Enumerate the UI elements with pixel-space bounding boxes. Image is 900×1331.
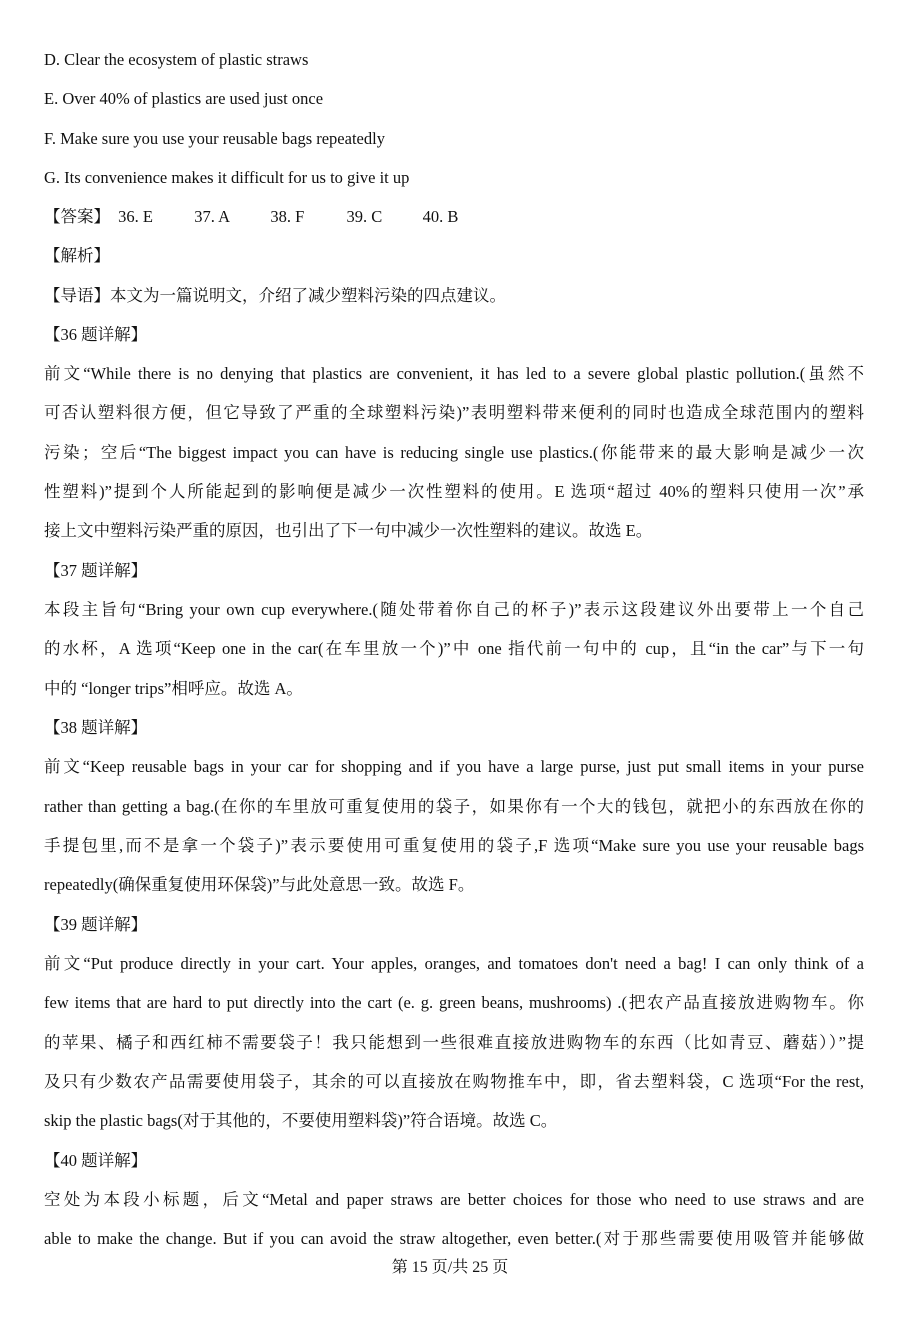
answer-39: 39. C [346, 207, 383, 226]
guide-text: 【导语】本文为一篇说明文，介绍了减少塑料污染的四点建议。 [44, 286, 506, 305]
section-36-line: 性塑料)”提到个人所能起到的影响便是减少一次性塑料的使用。E 选项“超过 40%的塑料只使用一次”承 [44, 482, 864, 501]
section-39-line: skip the plastic bags(对于其他的，不要使用塑料袋)”符合语境。故选 C。 [44, 1111, 558, 1130]
page-footer: 第 15 页/共 25 页 [391, 1259, 509, 1276]
section-heading-36: 【36 题详解】 [44, 325, 148, 344]
answer-38: 38. F [270, 207, 305, 226]
option-g: G. Its convenience makes it difficult for us to give it up [44, 168, 410, 187]
answer-40: 40. B [422, 207, 459, 226]
section-37-line: 中的 “longer trips”相呼应。故选 A。 [44, 679, 303, 698]
section-heading-39: 【39 题详解】 [44, 915, 148, 934]
section-36-line: 接上文中塑料污染严重的原因，也引出了下一句中减少一次性塑料的建议。故选 E。 [44, 521, 653, 540]
option-d: D. Clear the ecosystem of plastic straws [44, 50, 309, 69]
section-40-line: 空处为本段小标题，后文“Metal and paper straws are better choices for those who need to use straws and are [44, 1190, 864, 1209]
section-38-line: rather than getting a bag.(在你的车里放可重复使用的袋子，如果你有一个大的钱包，就把小的东西放在你的 [44, 797, 864, 816]
section-heading-40: 【40 题详解】 [44, 1151, 148, 1170]
analysis-label: 【解析】 [44, 246, 110, 265]
option-f: F. Make sure you use your reusable bags repeatedly [44, 129, 385, 148]
section-40-line: able to make the change. But if you can avoid the straw altogether, even better.(对于那些需要使用吸管并能够做 [44, 1229, 864, 1248]
answer-36: 36. E [118, 207, 153, 226]
section-36-line: 前文“While there is no denying that plastics are convenient, it has led to a severe global plastic pollution.(虽然不 [44, 364, 864, 383]
answer-label: 【答案】 [44, 207, 110, 226]
section-38-line: 手提包里,而不是拿一个袋子)”表示要使用可重复使用的袋子,F 选项“Make sure you use your reusable bags [44, 836, 864, 855]
answer-37: 37. A [194, 207, 231, 226]
section-37-line: 的水杯，A 选项“Keep one in the car(在车里放一个)”中 one 指代前一句中的 cup，且“in the car”与下一句 [44, 639, 864, 658]
section-36-line: 污染；空后“The biggest impact you can have is reducing single use plastics.(你能带来的最大影响是减少一次 [44, 443, 864, 462]
section-38-line: repeatedly(确保重复使用环保袋)”与此处意思一致。故选 F。 [44, 875, 475, 894]
section-38-line: 前文“Keep reusable bags in your car for shopping and if you have a large purse, just put small items in your purse [44, 757, 864, 776]
section-heading-38: 【38 题详解】 [44, 718, 148, 737]
section-39-line: 前文“Put produce directly in your cart. Your apples, oranges, and tomatoes don't need a bag! I can only think of a [44, 954, 864, 973]
answer-line [44, 207, 864, 227]
option-e: E. Over 40% of plastics are used just once [44, 89, 324, 108]
section-39-line: 及只有少数农产品需要使用袋子，其余的可以直接放在购物推车中，即，省去塑料袋，C 选项“For the rest, [44, 1072, 864, 1091]
section-heading-37: 【37 题详解】 [44, 561, 148, 580]
section-36-line: 可否认塑料很方便，但它导致了严重的全球塑料污染)”表明塑料带来便利的同时也造成全球范围内的塑料 [44, 403, 864, 422]
section-39-line: few items that are hard to put directly into the cart (e. g. green beans, mushrooms) .(把农产品直接放进购物车。你 [44, 993, 864, 1012]
section-37-line: 本段主旨句“Bring your own cup everywhere.(随处带着你自己的杯子)”表示这段建议外出要带上一个自己 [44, 600, 864, 619]
section-39-line: 的苹果、橘子和西红柿不需要袋子！我只能想到一些很难直接放进购物车的东西（比如青豆、蘑菇））”提 [44, 1033, 864, 1052]
